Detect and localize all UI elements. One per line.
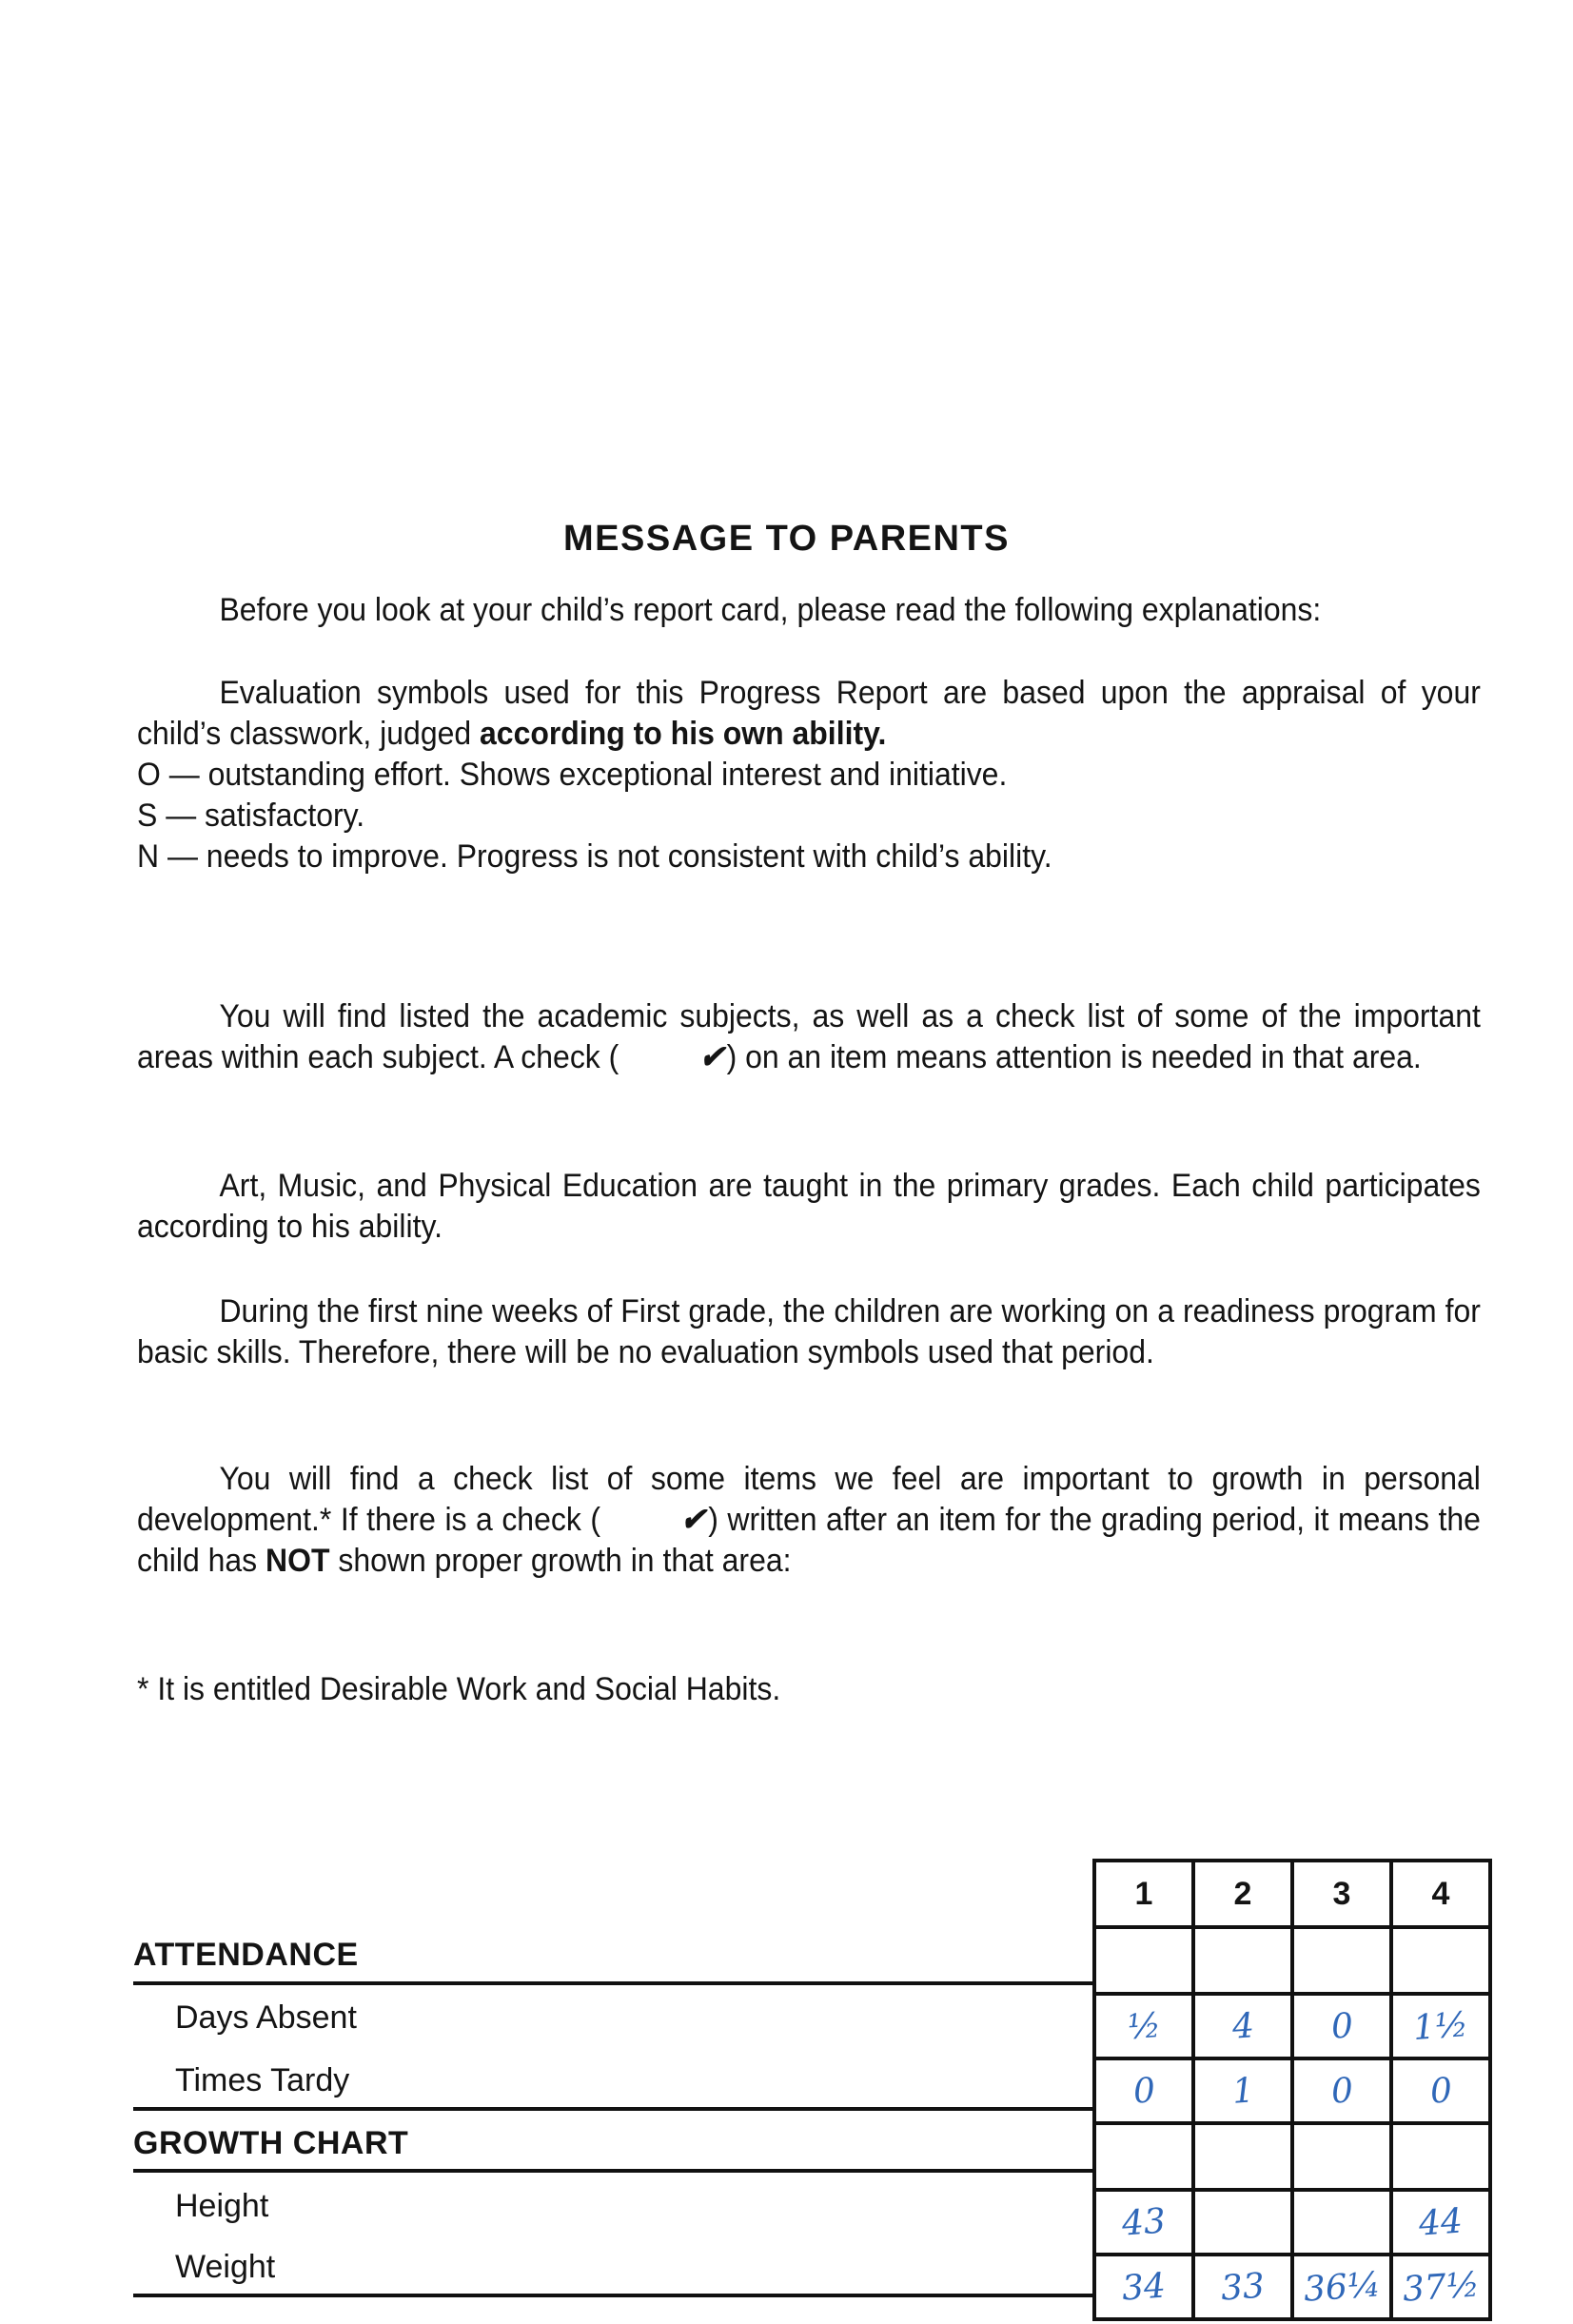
grading-period-table xyxy=(1092,1859,1492,2321)
handwritten-value: 4 xyxy=(1230,2005,1255,2047)
footnote xyxy=(137,1669,1481,1710)
first-grade-paragraph xyxy=(137,1291,1481,1373)
row-label-height: Height xyxy=(175,2188,269,2224)
evaluation-text-start: Evaluation symbols used for this Progress Report are based upon the appraisal of your child’s classwork, judged xyxy=(137,675,1481,752)
handwritten-value: 0 xyxy=(1329,2070,1354,2112)
row-label-days-absent: Days Absent xyxy=(175,1999,357,2036)
habits-text-bold: NOT xyxy=(265,1543,330,1579)
rule-growth xyxy=(133,2107,1094,2111)
table-cell xyxy=(1391,2058,1490,2123)
legend-satisfactory: S — satisfactory. xyxy=(137,798,365,834)
habits-text-end: shown proper growth in that area: xyxy=(329,1543,792,1579)
rule-growth-items xyxy=(133,2169,1094,2173)
subjects-paragraph xyxy=(137,996,1481,1078)
habits-text-start: You will find a check list of some items we feel are important to growth in personal development.* If there is a check ( xyxy=(137,1461,1481,1538)
arts-paragraph xyxy=(137,1166,1481,1248)
attendance-heading: ATTENDANCE xyxy=(133,1937,359,1973)
table-cell xyxy=(1193,2058,1292,2123)
handwritten-value: 0 xyxy=(1329,2005,1354,2047)
check-mark-icon: ✔ xyxy=(678,1502,714,1538)
first-grade-text: During the first nine weeks of First grade, the children are working on a readiness program for basic skills. Therefore, there will be no evaluation symbols used that period. xyxy=(137,1293,1481,1370)
table-cell xyxy=(1292,2190,1391,2255)
table-cell xyxy=(1292,1994,1391,2058)
table-cell xyxy=(1193,2190,1292,2255)
period-1-header: 1 xyxy=(1094,1861,1193,1927)
table-cell xyxy=(1094,1994,1193,2058)
table-cell xyxy=(1292,2123,1391,2190)
table-cell xyxy=(1193,1994,1292,2058)
table-row-days-absent xyxy=(1094,1994,1490,2058)
intro-paragraph xyxy=(137,590,1481,631)
handwritten-value: 44 xyxy=(1417,2200,1465,2244)
table-cell xyxy=(1094,2190,1193,2255)
handwritten-value: 0 xyxy=(1428,2070,1453,2112)
table-cell xyxy=(1391,2255,1490,2319)
habits-text-middle: ) written after an item for the grading period, it means the child has xyxy=(137,1502,1481,1579)
handwritten-value: 1½ xyxy=(1411,2004,1470,2048)
table-row-height xyxy=(1094,2190,1490,2255)
period-3-header: 3 xyxy=(1292,1861,1391,1927)
subjects-text-start: You will find listed the academic subjects, as well as a check list of some of the important areas within each subject. A check ( xyxy=(137,998,1481,1075)
evaluation-text-bold: according to his own ability. xyxy=(480,716,887,752)
row-label-times-tardy: Times Tardy xyxy=(175,2062,350,2098)
attendance-blank-row xyxy=(1094,1927,1490,1994)
table-cell xyxy=(1094,2123,1193,2190)
legend-outstanding: O — outstanding effort. Shows exceptional interest and initiative. xyxy=(137,757,1008,793)
rule-bottom xyxy=(133,2294,1094,2297)
arts-text: Art, Music, and Physical Education are taught in the primary grades. Each child participates according to his ability. xyxy=(137,1168,1481,1245)
growth-blank-row xyxy=(1094,2123,1490,2190)
period-4-header: 4 xyxy=(1391,1861,1490,1927)
handwritten-value: 34 xyxy=(1120,2265,1168,2309)
habits-text xyxy=(137,1459,1481,1582)
table-cell xyxy=(1094,2058,1193,2123)
growth-chart-heading: GROWTH CHART xyxy=(133,2125,409,2161)
habits-paragraph xyxy=(137,1459,1481,1582)
rule-attendance xyxy=(133,1981,1094,1985)
table-row-times-tardy xyxy=(1094,2058,1490,2123)
handwritten-value: 0 xyxy=(1131,2070,1156,2112)
table-cell xyxy=(1292,1927,1391,1994)
table-cell xyxy=(1094,2255,1193,2319)
table-cell xyxy=(1292,2255,1391,2319)
intro-text: Before you look at your child’s report card, please read the following explanations: xyxy=(219,592,1322,628)
table-cell xyxy=(1193,1927,1292,1994)
page-title: MESSAGE TO PARENTS xyxy=(563,519,1010,559)
table-cell xyxy=(1391,1927,1490,1994)
footnote-text: * It is entitled Desirable Work and Social Habits. xyxy=(137,1671,781,1707)
subjects-text-end: ) on an item means attention is needed in that area. xyxy=(726,1039,1422,1075)
handwritten-value: ½ xyxy=(1126,2005,1162,2047)
handwritten-value: 1 xyxy=(1230,2070,1255,2112)
subjects-text xyxy=(137,996,1481,1078)
handwritten-value: 33 xyxy=(1219,2265,1267,2309)
check-mark-icon: ✔ xyxy=(697,1039,732,1075)
table-cell xyxy=(1193,2123,1292,2190)
period-2-header: 2 xyxy=(1193,1861,1292,1927)
table-cell xyxy=(1391,2190,1490,2255)
legend-needs-improve: N — needs to improve. Progress is not consistent with child’s ability. xyxy=(137,838,1052,875)
handwritten-value: 43 xyxy=(1120,2200,1168,2244)
handwritten-value: 36¼ xyxy=(1302,2264,1382,2310)
table-row-weight xyxy=(1094,2255,1490,2319)
table-cell xyxy=(1292,2058,1391,2123)
table-cell xyxy=(1391,2123,1490,2190)
row-label-weight: Weight xyxy=(175,2249,276,2285)
table-cell xyxy=(1391,1994,1490,2058)
period-header-row xyxy=(1094,1861,1490,1927)
evaluation-paragraph xyxy=(137,673,1481,877)
evaluation-text xyxy=(137,673,1481,755)
table-cell xyxy=(1094,1927,1193,1994)
table-cell xyxy=(1193,2255,1292,2319)
handwritten-value: 37½ xyxy=(1401,2264,1481,2310)
